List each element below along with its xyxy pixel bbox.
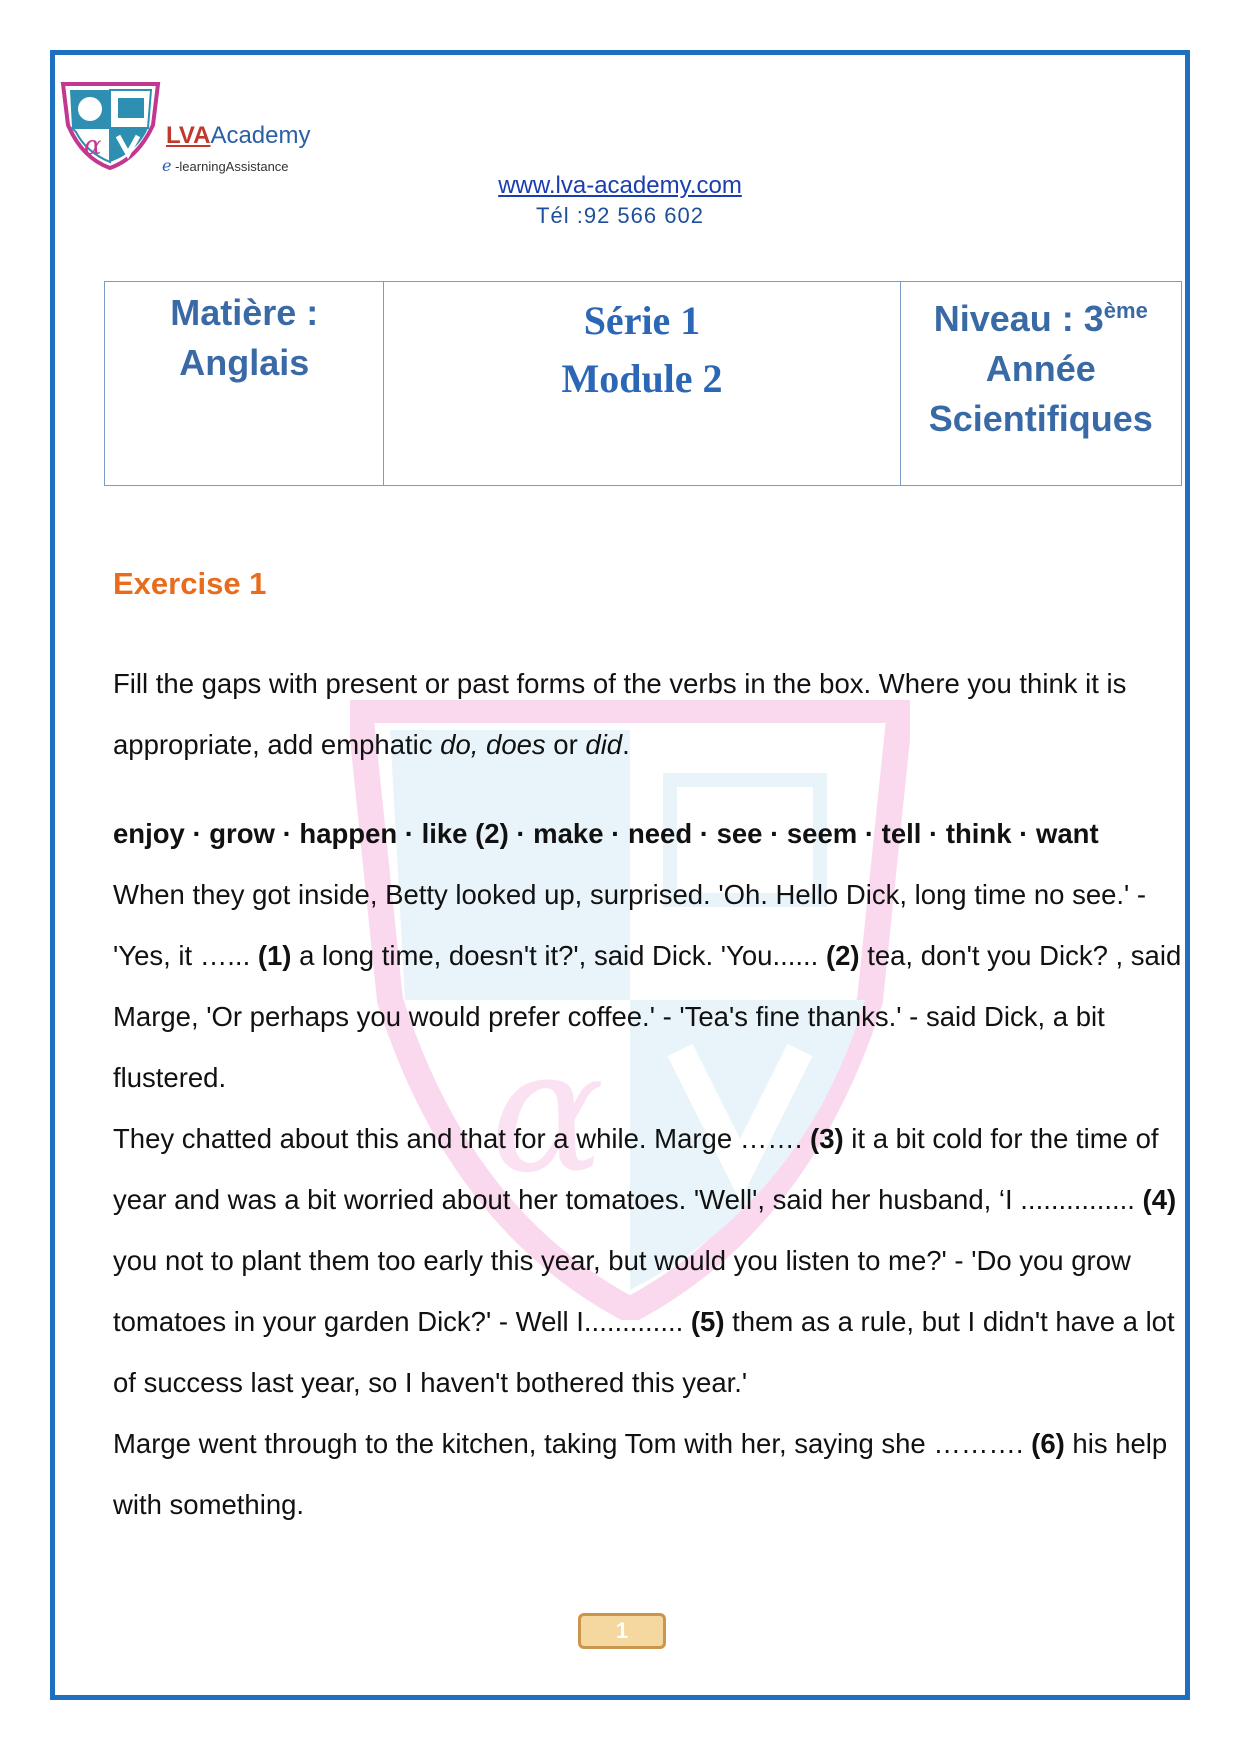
- exercise-title: Exercise 1: [113, 566, 267, 601]
- level-line-1: Niveau : 3ème: [933, 298, 1148, 339]
- level-line-2: Année: [985, 348, 1096, 389]
- paragraph-3: Marge went through to the kitchen, taking Tom with her, saying she ………. (6) his help with something.: [113, 1428, 1168, 1520]
- verb-box: enjoy · grow · happen · like (2) · make · need · see · seem · tell · think · want: [113, 818, 1099, 849]
- lva-academy-logo: [58, 80, 168, 170]
- level-line-3: Scientifiques: [928, 398, 1153, 439]
- subject-cell: [105, 282, 384, 485]
- svg-text:α: α: [490, 1013, 605, 1211]
- module-title: Module 2: [561, 356, 723, 401]
- subject-value: Anglais: [179, 342, 310, 383]
- brand-name: LVAAcademy: [166, 122, 311, 149]
- exercise-instruction: Fill the gaps with present or past forms of the verbs in the box. Where you think it is appropriate, add emphatic do, does or did.: [113, 668, 1127, 760]
- level-cell: [901, 282, 1181, 485]
- paragraph-1: When they got inside, Betty looked up, surprised. 'Oh. Hello Dick, long time no see.' - 'Yes, it …... (1) a long time, doesn't it?', said Dick. 'You...... (2) tea, don't you Dick? , said Marge, 'Or perhaps you would prefer coffee.' - 'Tea's fine thanks.' - said Dick, a bit flustered.: [113, 879, 1182, 1093]
- svg-text:α: α: [84, 131, 102, 161]
- exercise-content: [113, 653, 1183, 1535]
- page-number: 1: [578, 1613, 666, 1649]
- subject-label: Matière :: [170, 292, 319, 333]
- series-title: Série 1: [583, 298, 701, 343]
- series-cell: [384, 282, 900, 485]
- website-link[interactable]: www.lva-academy.com: [498, 172, 742, 199]
- paragraph-2: They chatted about this and that for a while. Marge ……. (3) it a bit cold for the time of year and was a bit worried about her tomatoes. 'Well', said her husband, ‘I ............... (4) you not to plant them too early this year, but would you listen to me?' - 'Do you grow tomatoes in your garden Dick?' - Well I............. (5) them as a rule, but I didn't have a lot of success last year, so I haven't bothered this year.': [113, 1123, 1177, 1398]
- phone-number: Tél :92 566 602: [536, 203, 704, 228]
- header-table: [104, 281, 1182, 486]
- brand-tagline: e -learningAssistance: [162, 156, 289, 175]
